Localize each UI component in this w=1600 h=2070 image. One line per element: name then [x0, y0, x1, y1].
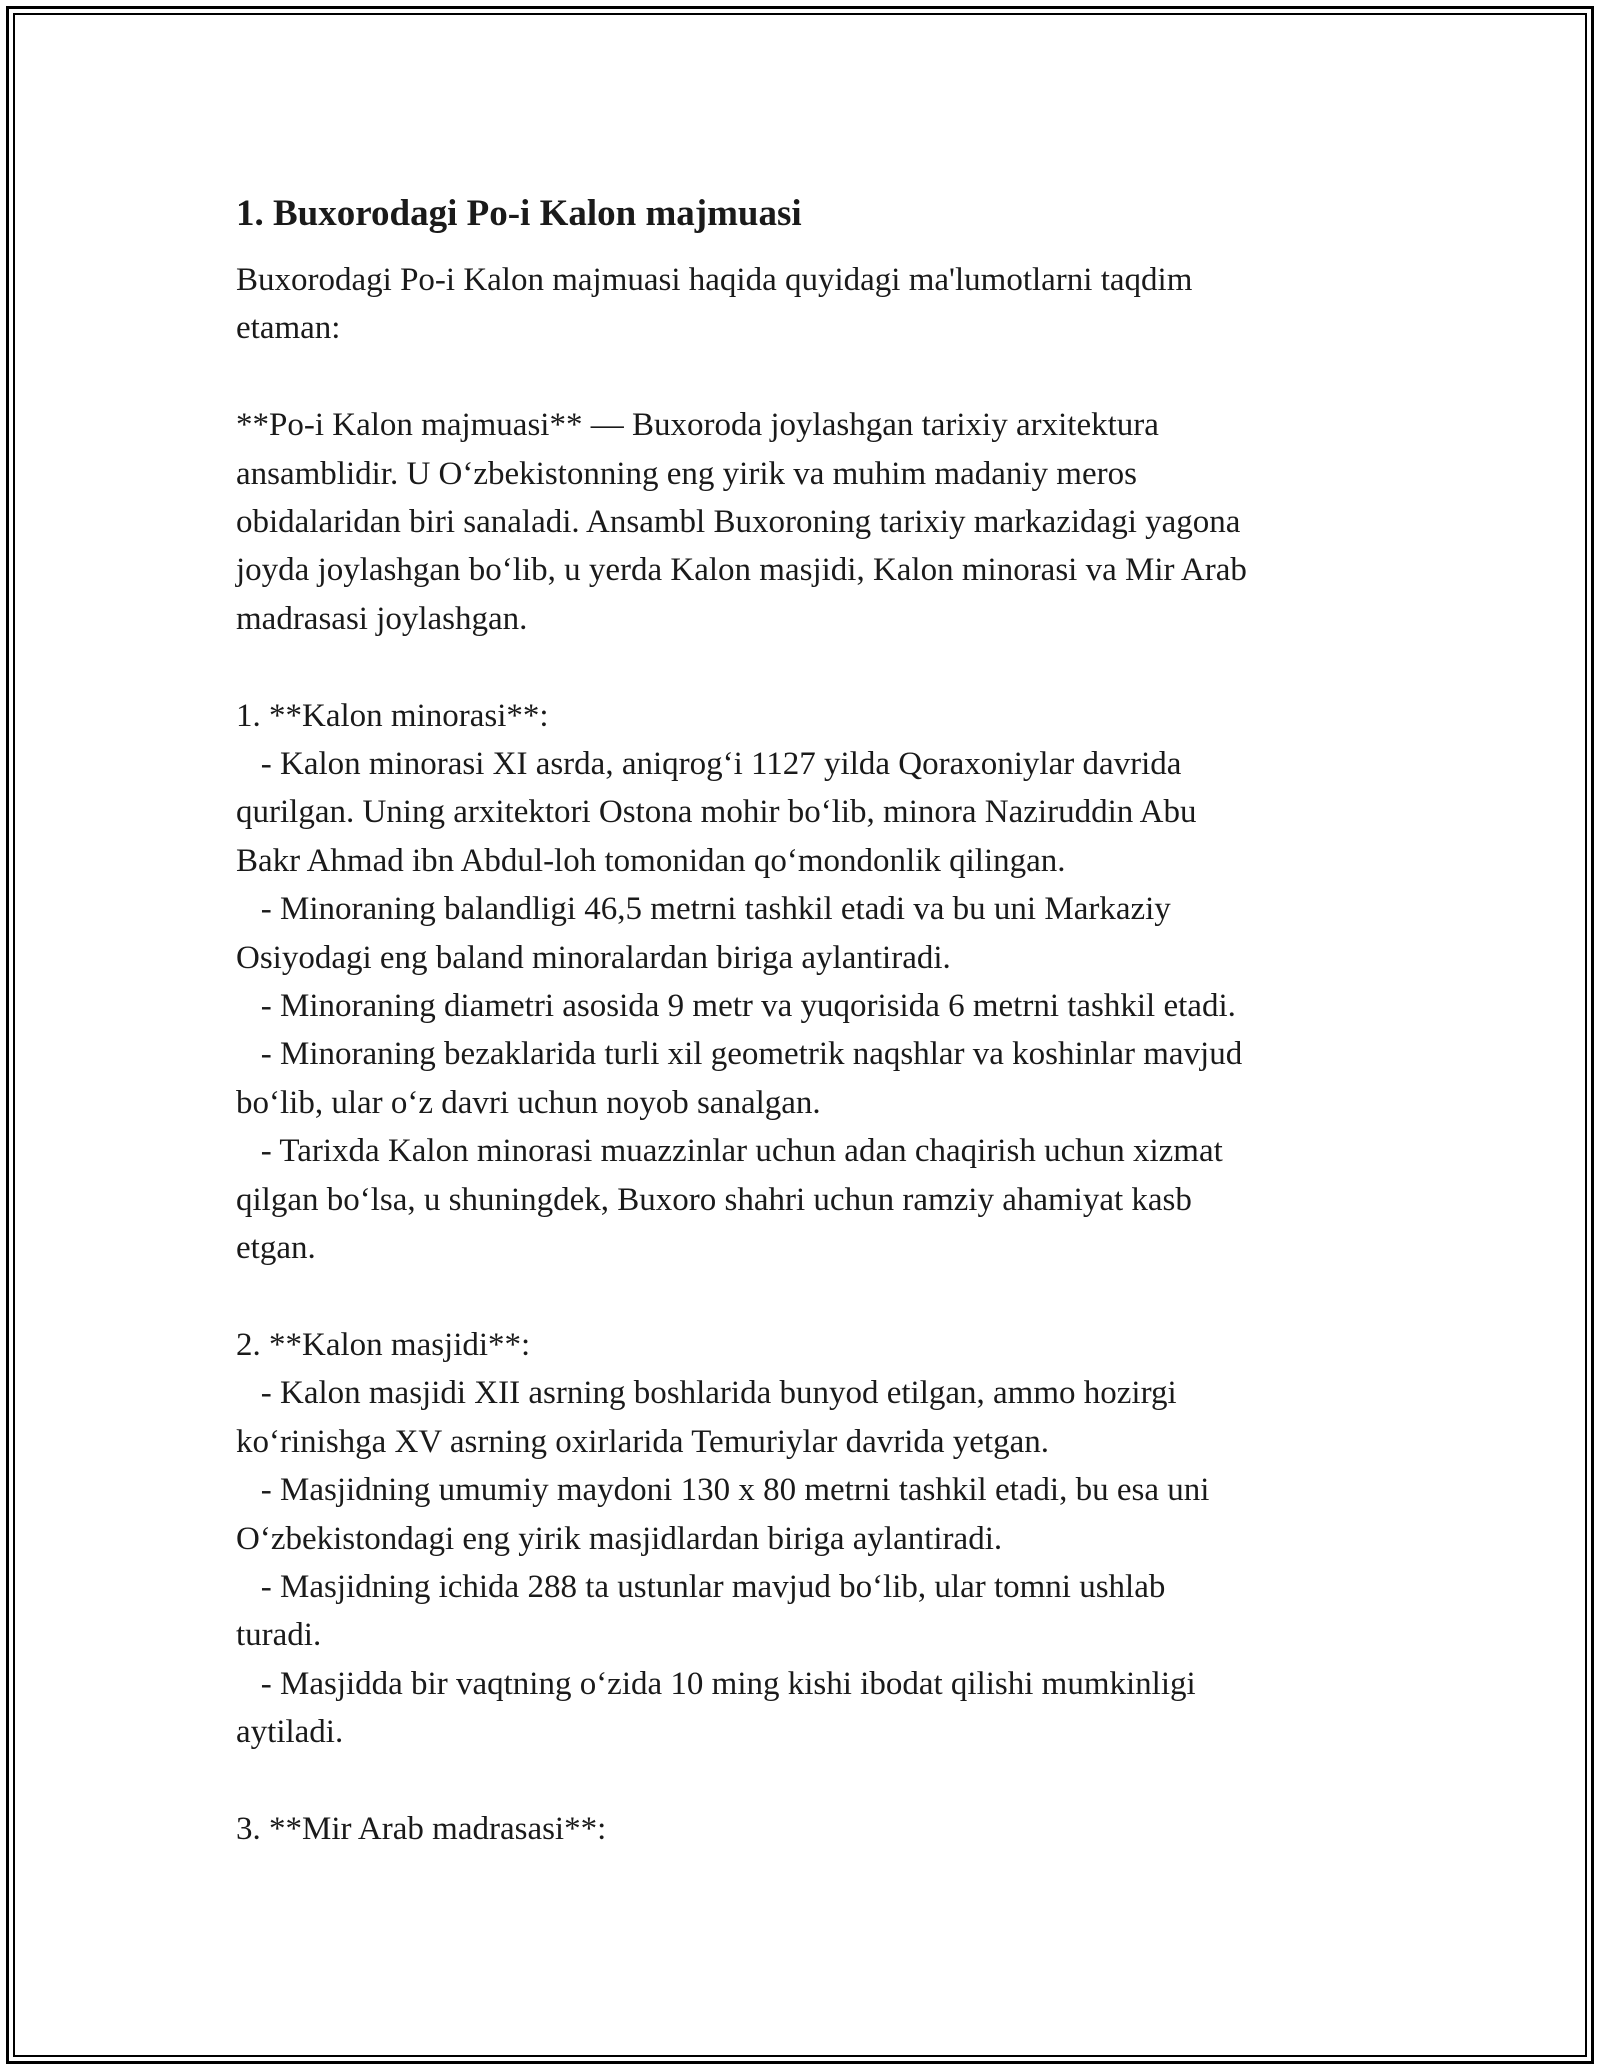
section-kalon-minorasi	[236, 692, 1376, 1273]
list-item: - Masjidning ichida 288 ta ustunlar mavjud bo‘lib, ular tomni ushlab turadi.	[236, 1568, 1166, 1654]
paragraph-gap	[236, 353, 1376, 401]
section-kalon-masjidi	[236, 1321, 1376, 1757]
section-title: 1. **Kalon minorasi**:	[236, 697, 549, 734]
list-item: - Masjidda bir vaqtning o‘zida 10 ming kishi ibodat qilishi mumkinligi aytiladi.	[236, 1665, 1196, 1751]
intro-paragraph: Buxorodagi Po-i Kalon majmuasi haqida quyidagi ma'lumotlarni taqdim etaman:	[236, 262, 1193, 347]
document-body	[236, 188, 1376, 1853]
section-mir-arab-madrasasi	[236, 1805, 1376, 1853]
list-item: - Minoraning bezaklarida turli xil geometrik naqshlar va koshinlar mavjud bo‘lib, ular o‘z davri uchun noyob sanalgan.	[236, 1036, 1243, 1121]
overview-paragraph: **Po-i Kalon majmuasi** — Buxoroda joylashgan tarixiy arxitektura ansamblidir. U O‘zbekistonning eng yirik va muhim madaniy meros obidalaridan biri sanaladi. Ansambl Buxoroning tarixiy markazidagi yagona joyda joylashgan bo‘lib, u yerda Kalon masjidi, Kalon minorasi va Mir Arab madrasasi joylashgan.	[236, 407, 1247, 637]
list-item: - Kalon minorasi XI asrda, aniqrog‘i 1127 yilda Qoraxoniylar davrida qurilgan. Uning arxitektori Ostona mohir bo‘lib, minora Naziruddin Abu Bakr Ahmad ibn Abdul-loh tomonidan qo‘mondonlik qilingan.	[236, 746, 1197, 879]
list-item: - Minoraning diametri asosida 9 metr va yuqorisida 6 metrni tashkil etadi.	[236, 988, 1236, 1025]
paragraph-gap	[236, 1273, 1376, 1321]
list-item: - Minoraning balandligi 46,5 metrni tashkil etadi va bu uni Markaziy Osiyodagi eng baland minoralardan biriga aylantiradi.	[236, 891, 1171, 976]
list-item: - Kalon masjidi XII asrning boshlarida bunyod etilgan, ammo hozirgi ko‘rinishga XV asrning oxirlarida Temuriylar davrida yetgan.	[236, 1375, 1177, 1460]
list-item: - Tarixda Kalon minorasi muazzinlar uchun adan chaqirish uchun xizmat qilgan bo‘lsa, u shuningdek, Buxoro shahri uchun ramziy ahamiyat kasb etgan.	[236, 1133, 1223, 1267]
paragraph-gap	[236, 643, 1376, 691]
section-title: 3. **Mir Arab madrasasi**:	[236, 1810, 607, 1847]
paragraph-gap	[236, 1757, 1376, 1805]
document-heading: 1. Buxorodagi Po-i Kalon majmuasi	[236, 193, 802, 234]
list-item: - Masjidning umumiy maydoni 130 x 80 metrni tashkil etadi, bu esa uni O‘zbekistondagi eng yirik masjidlardan biriga aylantiradi.	[236, 1472, 1210, 1557]
section-title: 2. **Kalon masjidi**:	[236, 1326, 531, 1363]
